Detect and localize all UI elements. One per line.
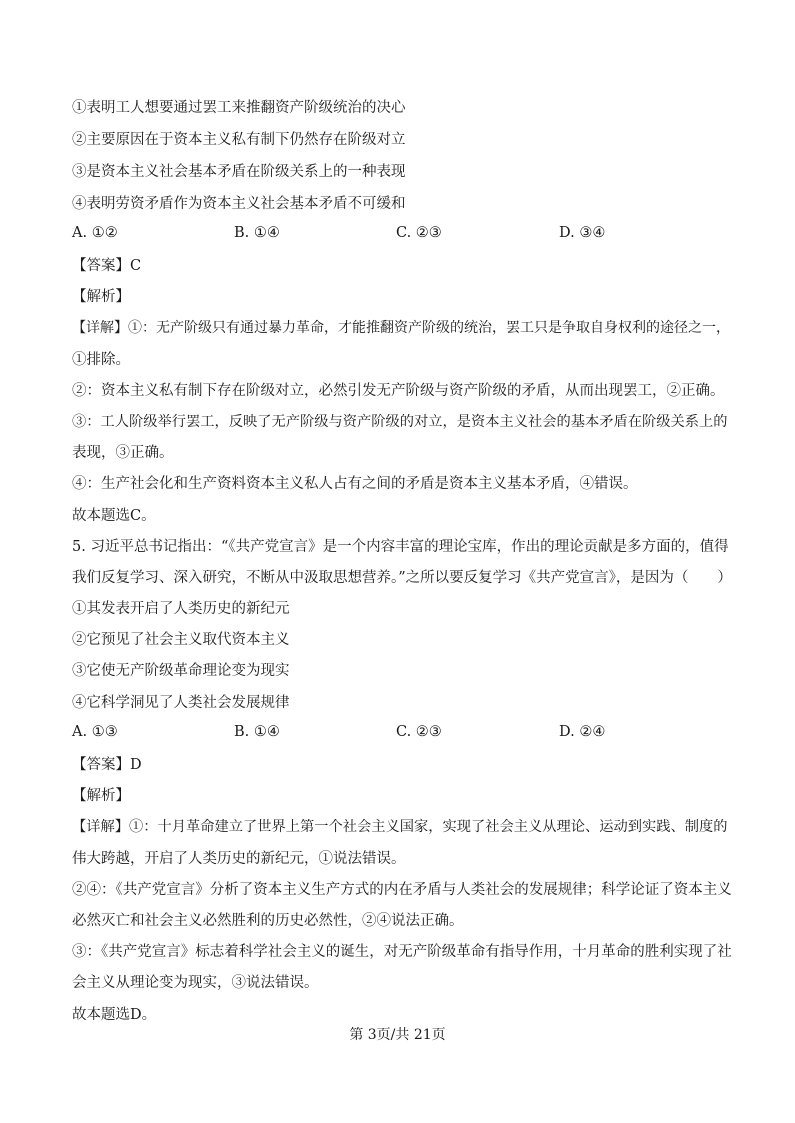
q4-statement-1: ①表明工人想要通过罢工来推翻资产阶级统治的决心 xyxy=(72,100,406,116)
q5-detail-2: 伟大跨越，开启了人类历史的新纪元，①说法错误。 xyxy=(72,851,406,867)
q4-analysis-label: 【解析】 xyxy=(72,289,130,305)
q5-option-d: D. ②④ xyxy=(559,724,606,740)
q4-option-a: A. ①② xyxy=(72,225,118,241)
q5-options xyxy=(72,724,732,744)
q5-detail-6: 会主义从理论变为现实，③说法错误。 xyxy=(72,975,319,991)
q5-stem-1: 5. 习近平总书记指出：“《共产党宣言》是一个内容丰富的理论宝库，作出的理论贡献是多方面的，值得 xyxy=(72,539,729,555)
q5-detail-4: 必然灭亡和社会主义必然胜利的历史必然性，②④说法正确。 xyxy=(72,913,464,929)
q5-option-b: B. ①④ xyxy=(234,724,280,740)
q5-analysis-label: 【解析】 xyxy=(72,788,130,804)
q4-option-c: C. ②③ xyxy=(396,225,442,241)
q4-detail-1: 【详解】①：无产阶级只有通过暴力革命，才能推翻资产阶级的统治，罢工只是争取自身权利的途径之一， xyxy=(72,320,730,336)
q5-statement-1: ①其发表开启了人类历史的新纪元 xyxy=(72,601,290,617)
q4-detail-2: ①排除。 xyxy=(72,352,130,368)
q4-statement-2: ②主要原因在于资本主义私有制下仍然存在阶级对立 xyxy=(72,132,406,148)
q4-answer: 【答案】C xyxy=(72,258,142,274)
q5-statement-3: ③它使无产阶级革命理论变为现实 xyxy=(72,663,290,679)
q5-stem-2: 我们反复学习、深入研究，不断从中汲取思想营养。”之所以要反复学习《共产党宣言》，是因为（ ） xyxy=(72,570,732,586)
q4-option-b: B. ①④ xyxy=(234,225,280,241)
q5-statement-4: ④它科学洞见了人类社会发展规律 xyxy=(72,695,290,711)
q5-detail-1: 【详解】①：十月革命建立了世界上第一个社会主义国家，实现了社会主义从理论、运动到实践、制度的 xyxy=(72,819,728,835)
q4-detail-6: ④：生产社会化和生产资料资本主义私人占有之间的矛盾是资本主义基本矛盾，④错误。 xyxy=(72,476,638,492)
q4-detail-7: 故本题选C。 xyxy=(72,508,156,524)
q4-detail-5: 表现，③正确。 xyxy=(72,445,174,461)
q5-detail-5: ③：《共产党宣言》标志着科学社会主义的诞生，对无产阶级革命有指导作用，十月革命的胜利实现了社 xyxy=(72,944,732,960)
q5-option-c: C. ②③ xyxy=(396,724,442,740)
q4-options xyxy=(72,225,732,245)
q4-detail-4: ③：工人阶级举行罢工，反映了无产阶级与资产阶级的对立，是资本主义社会的基本矛盾在阶级关系上的 xyxy=(72,414,728,430)
q5-option-a: A. ①③ xyxy=(72,724,118,740)
q4-statement-3: ③是资本主义社会基本矛盾在阶级关系上的一种表现 xyxy=(72,164,406,180)
q4-option-d: D. ③④ xyxy=(559,225,606,241)
q4-detail-3: ②：资本主义私有制下存在阶级对立，必然引发无产阶级与资产阶级的矛盾，从而出现罢工，②正确。 xyxy=(72,383,725,399)
q5-detail-3: ②④：《共产党宣言》分析了资本主义生产方式的内在矛盾与人类社会的发展规律；科学论证了资本主义 xyxy=(72,882,732,898)
q5-detail-7: 故本题选D。 xyxy=(72,1007,157,1023)
page-footer: 第 3页/共 21页 xyxy=(349,1027,446,1043)
q5-answer: 【答案】D xyxy=(72,757,142,773)
q4-statement-4: ④表明劳资矛盾作为资本主义社会基本矛盾不可缓和 xyxy=(72,196,406,212)
q5-statement-2: ②它预见了社会主义取代资本主义 xyxy=(72,632,290,648)
